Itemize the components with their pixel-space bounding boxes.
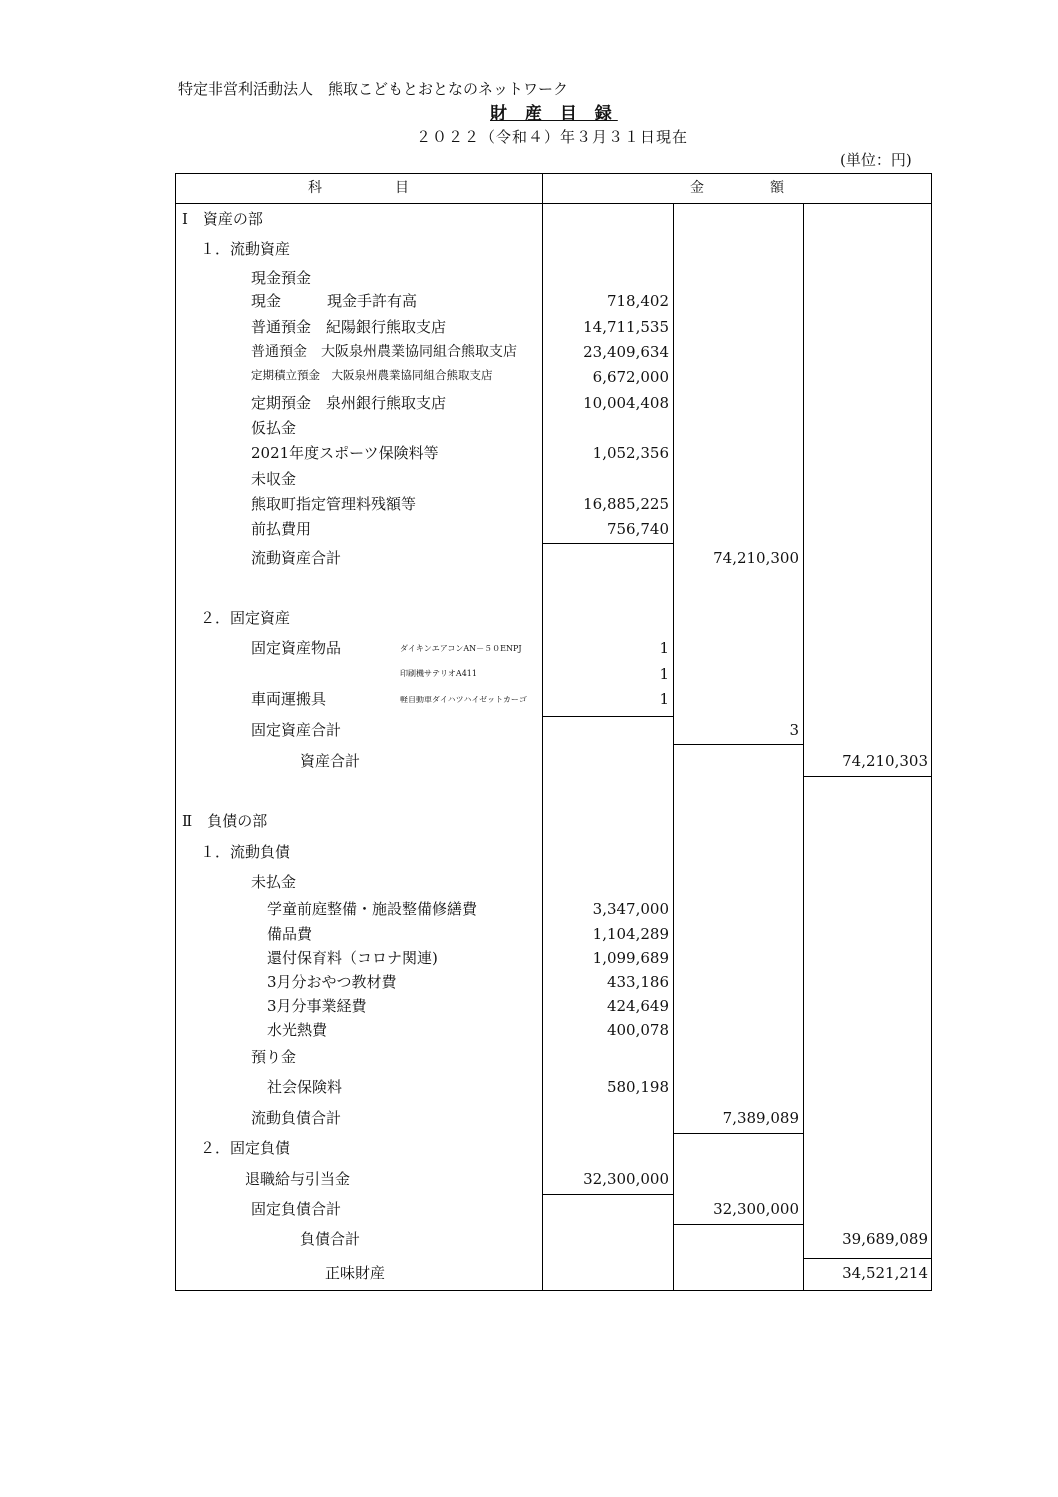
vehicle-value: 1 <box>659 690 669 708</box>
header-rule <box>175 203 932 204</box>
fixed-goods-label: 固定資産物品 <box>251 639 342 657</box>
cash-value: 718,402 <box>606 292 669 310</box>
amount-column-divider-1 <box>673 203 674 1291</box>
fixed-liabilities-total-value: 32,300,000 <box>713 1200 799 1218</box>
fixed-savings-label: 定期積立預金 大阪泉州農業協同組合熊取支店 <box>251 368 493 382</box>
prepaid-expense-label: 前払費用 <box>251 520 312 538</box>
current-assets-total-label: 流動資産合計 <box>251 549 342 567</box>
payable-item-6-value: 400,078 <box>606 1021 669 1039</box>
subtotal-rule <box>803 1258 932 1259</box>
suspense-item-label: 2021年度スポーツ保険料等 <box>251 444 439 462</box>
cash-deposits-label: 現金預金 <box>251 269 312 287</box>
assets-total-value: 74,210,303 <box>842 752 928 770</box>
fixed-assets-total-value: 3 <box>789 721 799 739</box>
retirement-allowance-label: 退職給与引当金 <box>245 1170 351 1188</box>
column-header-subject-1: 科 <box>308 180 322 196</box>
fixed-liabilities-total-label: 固定負債合計 <box>251 1200 342 1218</box>
cash-label: 現金 <box>251 292 282 310</box>
fixed-goods-item-2-value: 1 <box>659 665 669 683</box>
payable-item-5-value: 424,649 <box>606 997 669 1015</box>
column-header-amount-2: 額 <box>770 180 784 196</box>
term-deposit-value: 10,004,408 <box>583 394 669 412</box>
organization-name: 特定非営利活動法人 熊取こどもとおとなのネットワーク <box>178 80 569 98</box>
ordinary-deposit-1-value: 14,711,535 <box>583 318 669 336</box>
payable-item-2-label: 備品費 <box>267 925 313 943</box>
ordinary-deposit-1-label: 普通預金 紀陽銀行熊取支店 <box>251 318 447 336</box>
fixed-assets-heading: ２．固定資産 <box>200 609 291 627</box>
payable-item-6-label: 水光熱費 <box>267 1021 328 1039</box>
assets-section-heading: Ⅰ 資産の部 <box>182 210 263 228</box>
amount-column-divider-2 <box>803 203 804 1291</box>
deposit-item-value: 580,198 <box>606 1078 669 1096</box>
deposit-item-label: 社会保険料 <box>267 1078 343 1096</box>
term-deposit-label: 定期預金 泉州銀行熊取支店 <box>251 394 447 412</box>
fixed-goods-item-1-value: 1 <box>659 639 669 657</box>
subtotal-rule <box>542 543 673 544</box>
payable-item-4-value: 433,186 <box>606 973 669 991</box>
fixed-assets-total-label: 固定資産合計 <box>251 721 342 739</box>
liabilities-total-label: 負債合計 <box>300 1230 361 1248</box>
payable-item-1-label: 学童前庭整備・施設整備修繕費 <box>267 900 478 918</box>
subject-column-divider <box>542 173 543 1291</box>
receivable-label: 未収金 <box>251 470 297 488</box>
document-title: 財 産 目 録 <box>490 104 618 124</box>
payable-item-5-label: 3月分事業経費 <box>267 997 367 1015</box>
as-of-date: ２０２２（令和４）年３月３１日現在 <box>416 128 689 146</box>
subtotal-rule <box>673 1133 803 1134</box>
column-header-subject-2: 目 <box>395 180 409 196</box>
subtotal-rule <box>673 744 803 745</box>
fixed-goods-item-1: ダイキンエアコンAN－５０ENPJ <box>400 644 522 653</box>
liabilities-section-heading: Ⅱ 負債の部 <box>182 812 268 830</box>
ordinary-deposit-2-value: 23,409,634 <box>583 343 669 361</box>
retirement-allowance-value: 32,300,000 <box>583 1170 669 1188</box>
subtotal-rule <box>803 776 932 777</box>
receivable-item-value: 16,885,225 <box>583 495 669 513</box>
payable-item-3-label: 還付保育料（コロナ関連) <box>267 949 438 967</box>
current-assets-heading: １．流動資産 <box>200 240 291 258</box>
suspense-payment-label: 仮払金 <box>251 419 297 437</box>
payable-item-3-value: 1,099,689 <box>592 949 669 967</box>
payable-item-4-label: 3月分おやつ教材費 <box>267 973 397 991</box>
fixed-liabilities-heading: ２．固定負債 <box>200 1139 291 1157</box>
current-liabilities-total-label: 流動負債合計 <box>251 1109 342 1127</box>
payable-item-1-value: 3,347,000 <box>592 900 669 918</box>
subtotal-rule <box>542 716 673 717</box>
current-assets-total-value: 74,210,300 <box>713 549 799 567</box>
current-liabilities-total-value: 7,389,089 <box>722 1109 799 1127</box>
unit-label: (単位：円) <box>840 151 912 169</box>
assets-total-label: 資産合計 <box>300 752 361 770</box>
column-header-amount-1: 金 <box>690 180 704 196</box>
vehicle-item: 軽自動車ダイハツハイゼットカーゴ <box>400 696 527 704</box>
cash-description: 現金手許有高 <box>327 292 418 310</box>
payable-item-2-value: 1,104,289 <box>592 925 669 943</box>
prepaid-expense-value: 756,740 <box>606 520 669 538</box>
net-assets-label: 正味財産 <box>325 1264 386 1282</box>
subtotal-rule <box>673 1224 803 1225</box>
subtotal-rule <box>542 1194 673 1195</box>
fixed-savings-value: 6,672,000 <box>592 368 669 386</box>
receivable-item-label: 熊取町指定管理料残額等 <box>251 495 417 513</box>
fixed-goods-item-2: 印刷機サテリオA411 <box>400 669 477 678</box>
current-liabilities-heading: １．流動負債 <box>200 843 291 861</box>
suspense-item-value: 1,052,356 <box>592 444 669 462</box>
net-assets-value: 34,521,214 <box>842 1264 928 1282</box>
liabilities-total-value: 39,689,089 <box>842 1230 928 1248</box>
accounts-payable-label: 未払金 <box>251 873 297 891</box>
vehicle-label: 車両運搬具 <box>251 690 327 708</box>
ordinary-deposit-2-label: 普通預金 大阪泉州農業協同組合熊取支店 <box>251 344 517 360</box>
deposits-received-label: 預り金 <box>251 1048 297 1066</box>
